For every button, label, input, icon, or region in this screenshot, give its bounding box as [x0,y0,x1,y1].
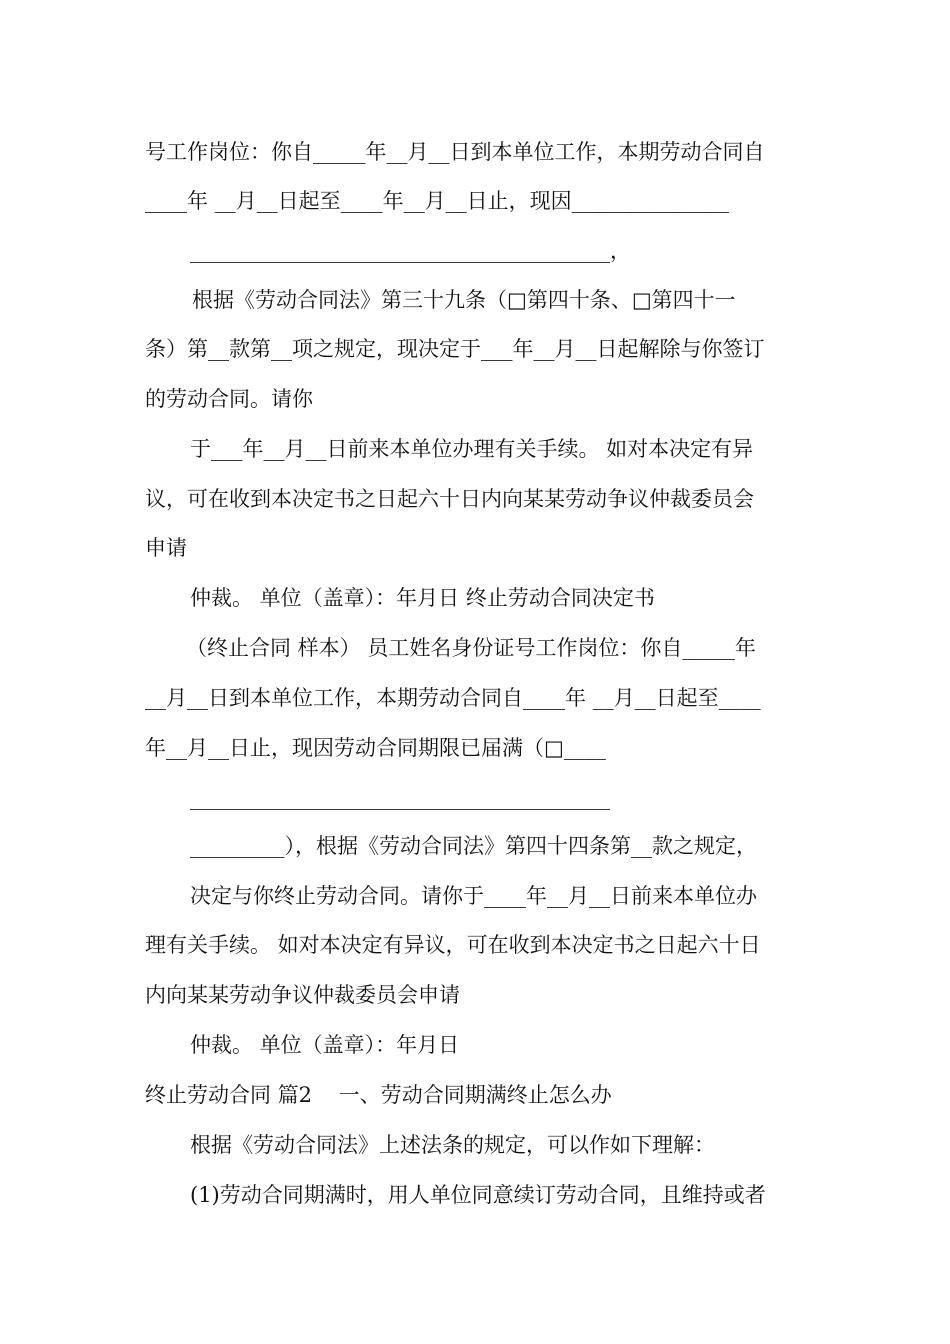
text-line: 根据《劳动合同法》第三十九条（□第四十条、□第四十一 [192,288,736,312]
text-line: 条）第__款第__项之规定，现决定于___年__月__日起解除与你签订 [145,337,765,361]
text-line: 仲裁。 单位（盖章）：年月日 终止劳动合同决定书 [190,586,655,610]
text-line: 号工作岗位：你自_____年__月__日到本单位工作，本期劳动合同自 [145,140,765,164]
text-line: 根据《劳动合同法》上述法条的规定，可以作如下理解： [190,1133,715,1157]
text-line: 的劳动合同。请你 [145,387,313,411]
text-line: （终止合同 样本） 员工姓名身份证号工作岗位：你自_____年 [186,636,756,660]
text-line: 内向某某劳动争议仲裁委员会申请 [145,983,460,1007]
text-line: ________________________________________， [190,239,631,263]
text-line: 申请 [145,536,187,560]
text-line: 于___年__月__日前来本单位办理有关手续。 如对本决定有异 [190,437,754,461]
text-line: ________________________________________ [190,786,610,810]
text-line: 决定与你终止劳动合同。请你于____年__月__日前来本单位办 [190,884,757,908]
section-heading: 终止劳动合同 篇2 一、劳动合同期满终止怎么办 [145,1083,612,1107]
text-line: ____年 __月__日起至____年__月__日止，现因_______________ [145,189,730,213]
text-line: 年__月__日止，现因劳动合同期限已届满（□____ [145,736,606,760]
text-line: _________），根据《劳动合同法》第四十四条第__款之规定， [190,834,757,858]
text-line: (1)劳动合同期满时，用人单位同意续订劳动合同，且维持或者 [190,1183,766,1207]
text-line: 仲裁。 单位（盖章）：年月日 [190,1033,460,1057]
text-line: __月__日到本单位工作，本期劳动合同自____年 __月__日起至____ [145,686,761,710]
text-line: 议，可在收到本决定书之日起六十日内向某某劳动争议仲裁委员会 [145,487,754,511]
text-line: 理有关手续。 如对本决定有异议，可在收到本决定书之日起六十日 [145,933,761,957]
